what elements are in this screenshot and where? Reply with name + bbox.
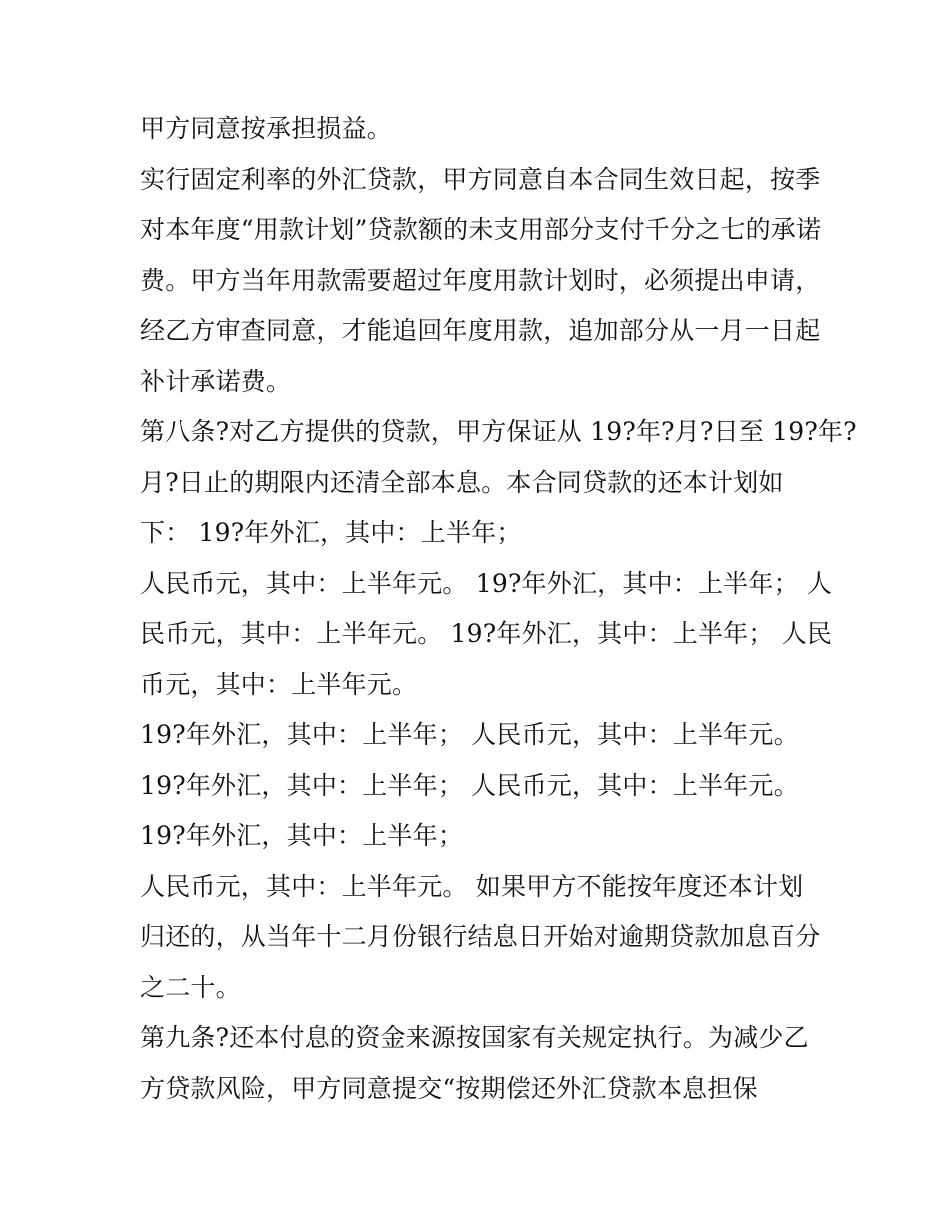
text-line: 19?年外汇，其中：上半年； 人民币元，其中：上半年元。 xyxy=(140,720,799,749)
contract-text-body xyxy=(140,104,857,1114)
text-line: 对本年度“用款计划”贷款额的未支用部分支付千分之七的承诺 xyxy=(140,215,822,244)
article-8-heading-line: 第八条?对乙方提供的贷款，甲方保证从 19?年?月?日至 19?年? xyxy=(140,417,857,446)
text-line: 币元，其中：上半年元。 xyxy=(140,669,418,699)
text-line: 下： 19?年外汇，其中：上半年； xyxy=(140,518,522,547)
text-line: 方贷款风险，甲方同意提交“按期偿还外汇贷款本息担保 xyxy=(140,1073,758,1103)
text-line: 人民币元，其中：上半年元。 如果甲方不能按年度还本计划 xyxy=(140,871,804,901)
text-line: 民币元，其中：上半年元。 19?年外汇，其中：上半年； 人民 xyxy=(140,619,833,648)
text-line: 归还的，从当年十二月份银行结息日开始对逾期贷款加息百分 xyxy=(140,922,821,951)
text-line: 补计承诺费。 xyxy=(140,366,292,396)
text-line: 之二十。 xyxy=(140,972,241,1002)
text-line: 人民币元，其中：上半年元。 19?年外汇，其中：上半年； 人 xyxy=(140,568,833,598)
text-line: 甲方同意按承担损益。 xyxy=(140,114,393,143)
text-line: 19?年外汇，其中：上半年； 人民币元，其中：上半年元。 xyxy=(140,770,799,800)
text-line: 经乙方审查同意，才能追回年度用款，追加部分从一月一日起 xyxy=(140,316,821,345)
article-9-heading-line: 第九条?还本付息的资金来源按国家有关规定执行。为减少乙 xyxy=(140,1023,809,1052)
text-line: 实行固定利率的外汇贷款，甲方同意自本合同生效日起，按季 xyxy=(140,164,821,194)
text-line: 月?日止的期限内还清全部本息。本合同贷款的还本计划如 xyxy=(140,467,784,497)
text-line: 19?年外汇，其中：上半年； xyxy=(140,821,464,850)
text-line: 费。甲方当年用款需要超过年度用款计划时，必须提出申请， xyxy=(140,265,821,295)
